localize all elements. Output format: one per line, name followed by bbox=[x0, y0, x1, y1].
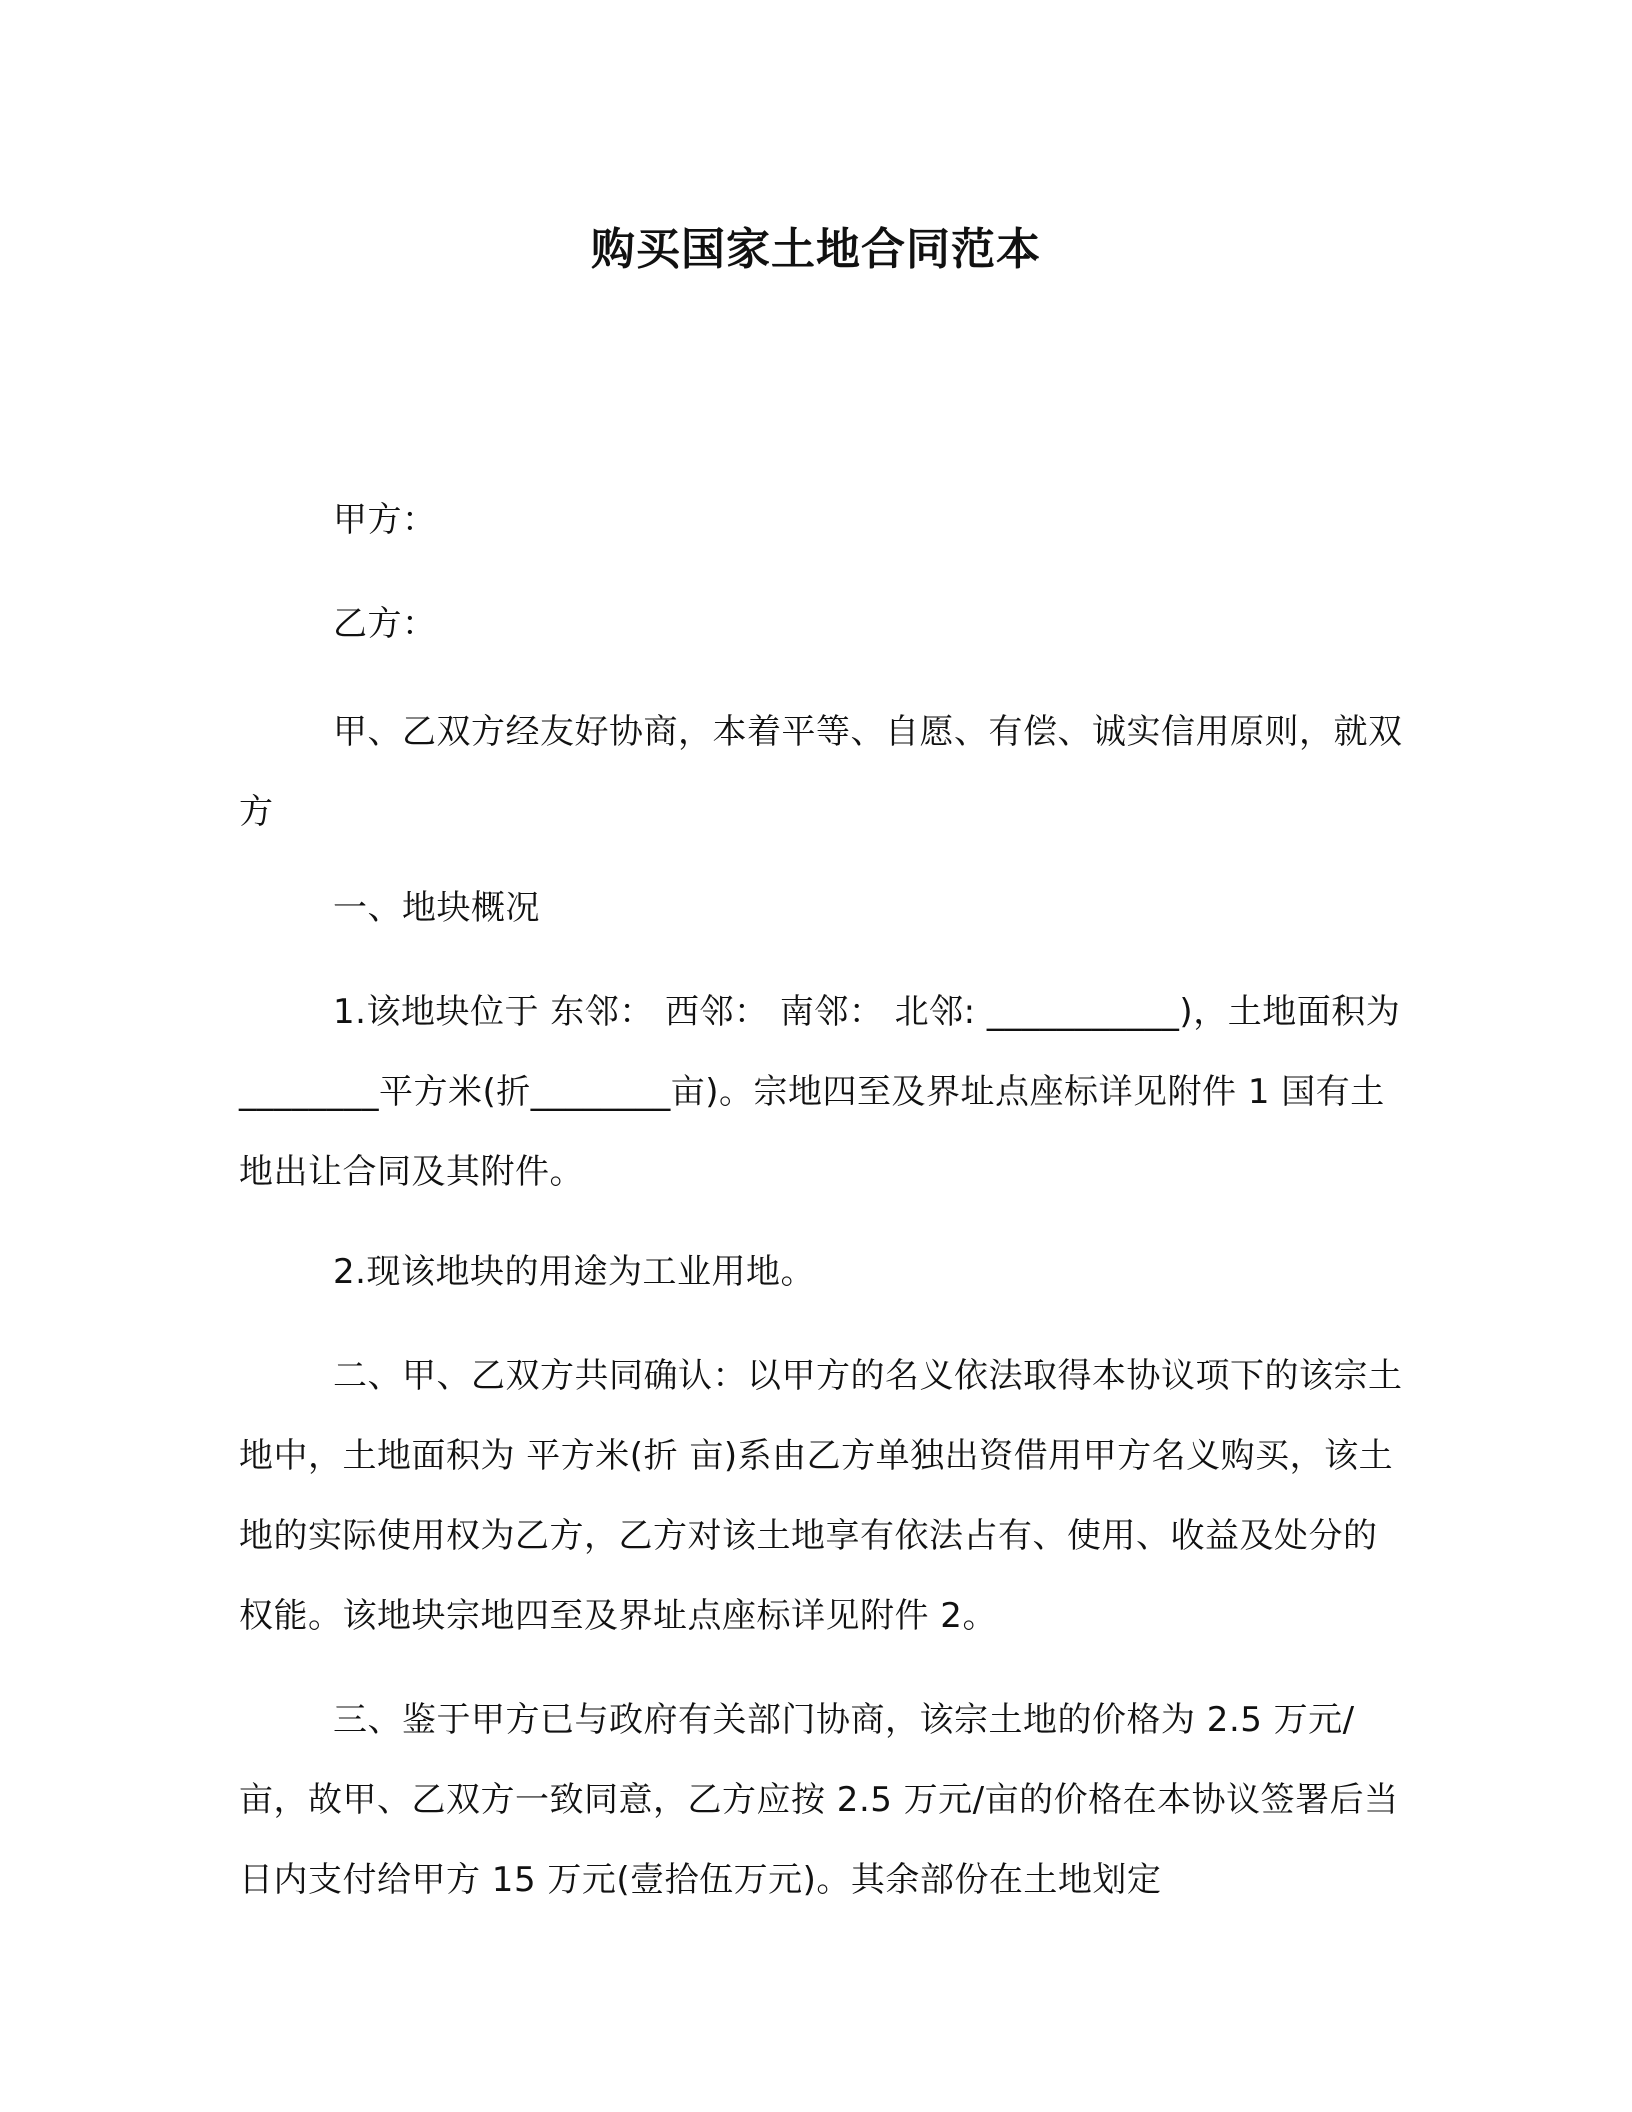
party-b-line: 乙方： bbox=[333, 604, 437, 644]
section-1-item-1: 1.该地块位于 东邻： 西邻： 南邻： 北邻: ___________)，土地面积为________平方米(折________亩)。宗地四至及界址点座标详见附件 1 国有土地出让合同及其附件。 bbox=[239, 992, 1401, 1192]
section-3-paragraph: 三、鉴于甲方已与政府有关部门协商，该宗土地的价格为 2.5 万元/亩，故甲、乙双方一致同意，乙方应按 2.5 万元/亩的价格在本协议签署后当日内支付给甲方 15 万元(壹拾伍万元)。其余部份在土地划定 bbox=[239, 1700, 1399, 1900]
party-a-line: 甲方： bbox=[333, 500, 437, 540]
intro-paragraph: 甲、乙双方经友好协商，本着平等、自愿、有偿、诚实信用原则，就双方 bbox=[239, 712, 1403, 832]
document-title: 购买国家土地合同范本 bbox=[591, 224, 1041, 275]
section-2-paragraph: 二、甲、乙双方共同确认：以甲方的名义依法取得本协议项下的该宗土地中，土地面积为 平方米(折 亩)系由乙方单独出资借用甲方名义购买，该土地的实际使用权为乙方，乙方对该土地享有依法占有、使用、收益及处分的权能。该地块宗地四至及界址点座标详见附件 2。 bbox=[239, 1356, 1403, 1636]
section-1-item-2: 2.现该地块的用途为工业用地。 bbox=[333, 1252, 815, 1292]
section-1-heading: 一、地块概况 bbox=[333, 888, 540, 928]
